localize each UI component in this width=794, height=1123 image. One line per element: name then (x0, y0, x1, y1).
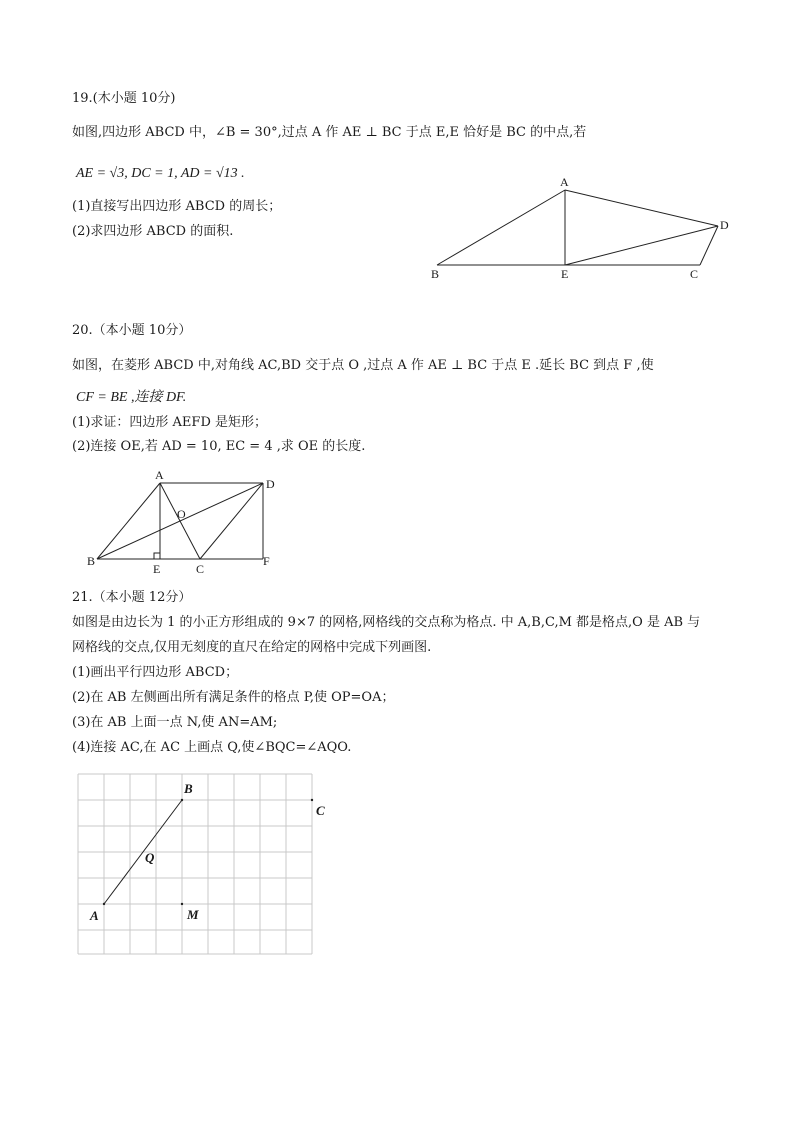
q20-label-d: D (266, 477, 275, 491)
grid-lines (78, 774, 312, 954)
q21-statement-line2: 网格线的交点,仅用无刻度的直尺在给定的网格中完成下列画图. (72, 640, 432, 655)
q19-part1: (1)直接写出四边形 ABCD 的周长； (72, 199, 282, 214)
q21-statement-line1: 如图是由边长为 1 的小正方形组成的 9×7 的网格,网格线的交点称为格点. 中 A,B,C,M 都是格点,O 是 AB 与 (72, 615, 701, 630)
q21-label-m: M (187, 907, 199, 922)
q20-part2: (2)连接 OE,若 AD = 10, EC = 4 ,求 OE 的长度. (72, 439, 366, 454)
q20-statement-line2: CF = BE ,连接 DF. (76, 390, 187, 405)
q20-header: 20.（本小题 10分） (72, 323, 192, 338)
q21-label-c: C (316, 803, 325, 818)
q20-label-o: O (177, 507, 186, 521)
q21-header: 21.（本小题 12分） (72, 590, 192, 605)
q21-part2: (2)在 AB 左侧画出所有满足条件的格点 P,使 OP=OA； (72, 690, 395, 705)
q21-part3: (3)在 AB 上面一点 N,使 AN=AM; (72, 715, 278, 730)
q19-label-a: A (560, 175, 569, 189)
q20-statement-line1: 如图，在菱形 ABCD 中,对角线 AC,BD 交于点 O ,过点 A 作 AE ⊥ BC 于点 E .延长 BC 到点 F ,使 (72, 358, 654, 373)
q20-label-b: B (87, 554, 96, 568)
q20-part1: (1)求证：四边形 AEFD 是矩形； (72, 415, 268, 430)
q19-label-c: C (690, 267, 699, 281)
q20-label-a: A (155, 468, 164, 482)
q19-label-b: B (431, 267, 440, 281)
q21-label-a: A (90, 908, 99, 923)
q19-label-d: D (720, 218, 729, 232)
q21-grid-figure (70, 765, 340, 960)
q21-part1: (1)画出平行四边形 ABCD； (72, 665, 239, 680)
q20-rhombus-figure (80, 465, 290, 580)
q20-label-c: C (196, 562, 205, 576)
q19-part2: (2)求四边形 ABCD 的面积. (72, 224, 234, 239)
q21-label-b: B (184, 781, 193, 796)
q19-statement-line1: 如图,四边形 ABCD 中，∠B = 30°,过点 A 作 AE ⊥ BC 于点 E,E 恰好是 BC 的中点,若 (72, 125, 587, 140)
q20-label-f: F (263, 554, 270, 568)
q19-label-e: E (561, 267, 569, 281)
q19-statement-line2: AE = √3, DC = 1, AD = √13 . (76, 166, 245, 181)
q21-part4: (4)连接 AC,在 AC 上画点 Q,使∠BQC=∠AQO. (72, 740, 352, 755)
q19-header: 19.(木小题 10分) (72, 91, 176, 106)
q19-quadrilateral-figure (420, 170, 740, 285)
q21-label-q: Q (145, 850, 155, 865)
q20-label-e: E (153, 562, 161, 576)
